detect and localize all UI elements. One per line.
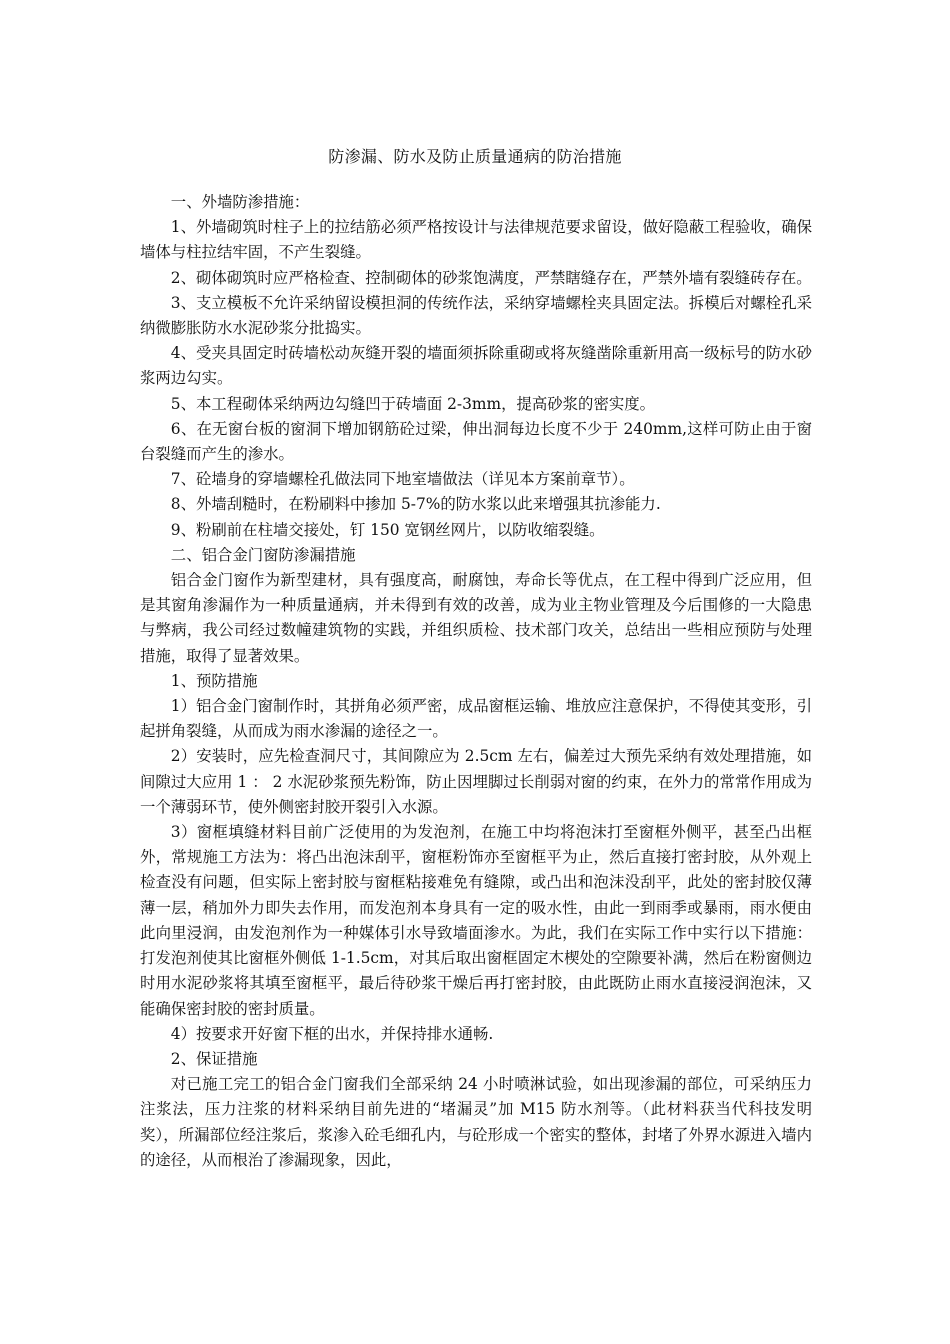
document-title: 防渗漏、防水及防止质量通病的防治措施 <box>328 147 622 166</box>
paragraph: 3）窗框填缝材料目前广泛使用的为发泡剂，在施工中均将泡沫打至窗框外侧平，甚至凸出框外，常规施工方法为：将凸出泡沫刮平，窗框粉饰亦至窗框平为止，然后直接打密封胶，从外观上检查没有问题，但实际上密封胶与窗框粘接难免有缝隙，或凸出和泡沫没刮平，此处的密封胶仅薄薄一层，稍加外力即失去作用，而发泡剂本身具有一定的吸水性，由此一到雨季或暴雨，雨水便由此向里浸润，由发泡剂作为一种媒体引水导致墙面渗水。为此，我们在实际工作中实行以下措施：打发泡剂使其比窗框外侧低 1-1.5cm，对其后取出窗框固定木楔处的空隙要补满，然后在粉窗侧边时用水泥砂浆将其填至窗框平，最后待砂浆干燥后再打密封胶，由此既防止雨水直接浸润泡沫，又能确保密封胶的密封质量。 <box>140 823 812 1018</box>
document-body <box>140 190 812 1173</box>
paragraph: 9、粉刷前在柱墙交接处，钉 150 宽钢丝网片，以防收缩裂缝。 <box>170 520 605 539</box>
section-heading: 一、外墙防渗措施： <box>170 193 310 211</box>
paragraph: 3、支立模板不允许采纳留设模担洞的传统作法，采纳穿墙螺栓夹具固定法。拆模后对螺栓孔采纳微膨胀防水水泥砂浆分批捣实。 <box>140 293 812 338</box>
paragraph: 对已施工完工的铝合金门窗我们全部采纳 24 小时喷淋试验，如出现渗漏的部位，可采纳压力注浆法，压力注浆的材料采纳目前先进的“堵漏灵”加 M15 防水剂等。（此材料获当代科技发明奖），所漏部位经注浆后，浆渗入砼毛细孔内，与砼形成一个密实的整体，封堵了外界水源进入墙内的途径，从而根治了渗漏现象，因此， <box>140 1075 812 1169</box>
paragraph: 2）安装时，应先检查洞尺寸，其间隙应为 2.5cm 左右，偏差过大预先采纳有效处理措施，如间隙过大应用 1 ： 2 水泥砂浆预先粉饰，防止因埋脚过长削弱对窗的约束，在外力的常常作用成为一个薄弱环节，使外侧密封胶开裂引入水源。 <box>140 747 812 816</box>
paragraph: 铝合金门窗作为新型建材，具有强度高，耐腐蚀，寿命长等优点，在工程中得到广泛应用，但是其窗角渗漏作为一种质量通病，并未得到有效的改善，成为业主物业管理及今后围修的一大隐患与弊病，我公司经过数幢建筑物的实践，并组织质检、技术部门攻关，总结出一些相应预防与处理措施，取得了显著效果。 <box>140 571 812 665</box>
paragraph: 4、受夹具固定时砖墙松动灰缝开裂的墙面须拆除重砌或将灰缝凿除重新用高一级标号的防水砂浆两边勾实。 <box>140 344 812 388</box>
paragraph: 1、外墙砌筑时柱子上的拉结筋必须严格按设计与法律规范要求留设，做好隐蔽工程验收，确保墙体与柱拉结牢固，不产生裂缝。 <box>140 218 812 262</box>
paragraph: 5、本工程砌体采纳两边勾缝凹于砖墙面 2-3mm，提高砂浆的密实度。 <box>170 394 656 413</box>
paragraph: 7、砼墙身的穿墙螺栓孔做法同下地室墙做法（详见本方案前章节）。 <box>170 470 635 489</box>
paragraph: 8、外墙刮糙时，在粉刷料中掺加 5-7%的防水浆以此来增强其抗渗能力. <box>170 495 661 514</box>
paragraph: 4）按要求开好窗下框的出水，并保持排水通畅. <box>170 1024 494 1043</box>
paragraph: 2、砌体砌筑时应严格检查、控制砌体的砂浆饱满度，严禁瞎缝存在，严禁外墙有裂缝砖存在。 <box>170 268 812 287</box>
subsection-heading: 1、预防措施 <box>170 671 258 690</box>
subsection-heading: 2、保证措施 <box>170 1049 258 1068</box>
paragraph: 6、在无窗台板的窗洞下增加钢筋砼过梁，伸出洞每边长度不少于 240mm,这样可防止由于窗台裂缝而产生的渗水。 <box>140 419 812 464</box>
section-heading: 二、铝合金门窗防渗漏措施 <box>170 545 356 564</box>
paragraph: 1）铝合金门窗制作时，其拼角必须严密，成品窗框运输、堆放应注意保护，不得使其变形，引起拼角裂缝，从而成为雨水渗漏的途径之一。 <box>140 697 812 741</box>
